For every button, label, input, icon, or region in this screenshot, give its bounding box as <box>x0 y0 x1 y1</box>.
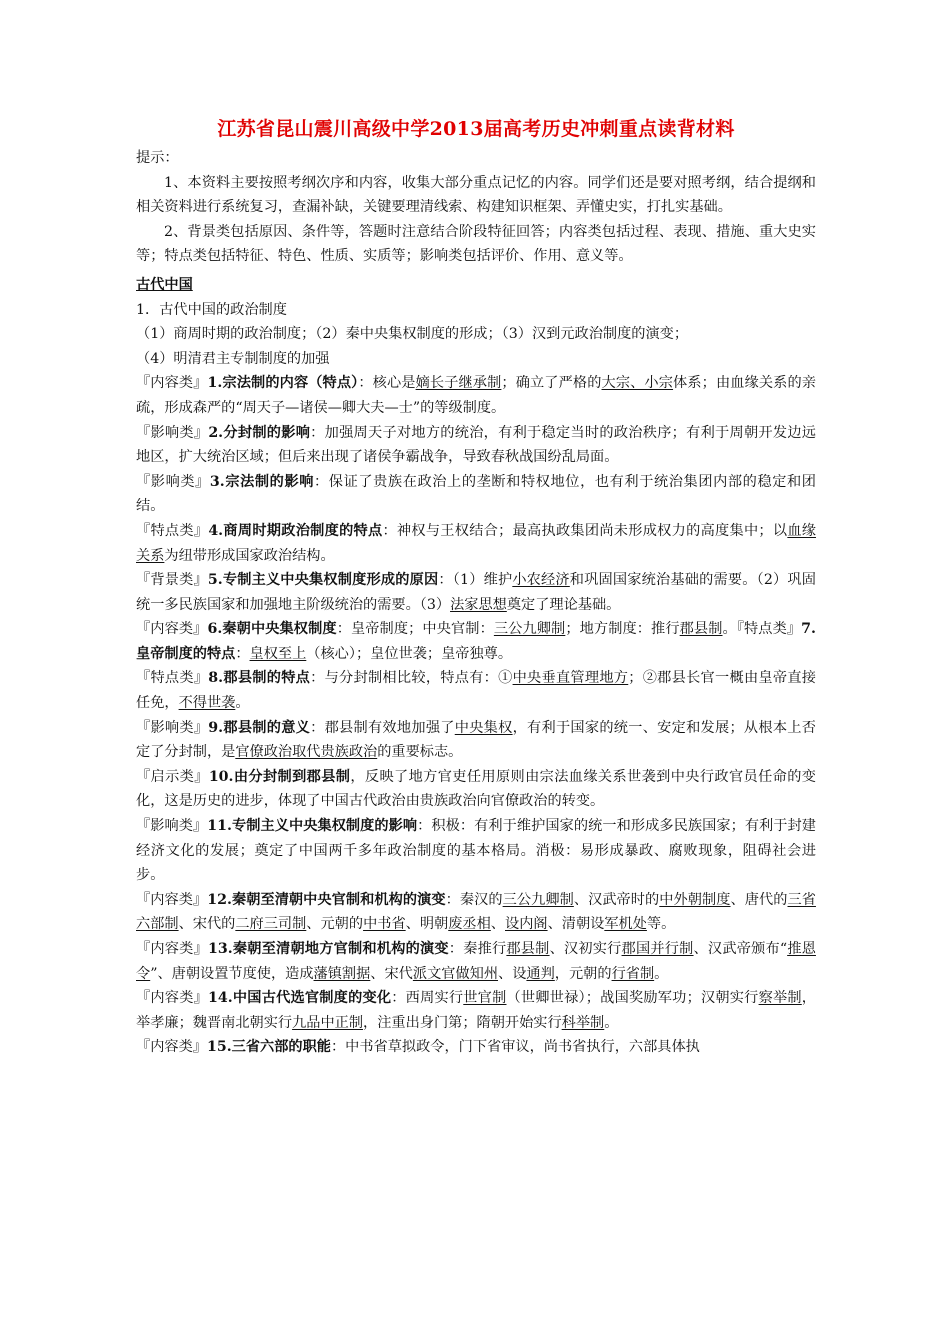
item-text: 、元朝的 <box>306 916 364 933</box>
knowledge-item <box>136 1035 816 1060</box>
item-text: 等。 <box>646 916 676 933</box>
knowledge-item <box>136 617 816 666</box>
item-text: 、宋代的 <box>178 916 236 933</box>
item-text: 、唐代的 <box>730 891 788 908</box>
item-text: 、 <box>490 916 505 933</box>
item-text: ：秦汉的 <box>445 891 503 908</box>
subtopics-line-1: （1）商周时期的政治制度；（2）秦中央集权制度的形成；（3）汉到元政治制度的演变； <box>136 326 689 343</box>
item-text: ：核心是 <box>358 375 416 392</box>
key-term: 废丞相 <box>448 916 491 933</box>
key-term: 郡县制 <box>506 941 550 957</box>
key-term: 中央集权 <box>454 719 513 736</box>
item-heading: 2.分封制的影响 <box>208 424 311 441</box>
item-text: ，注重出身门第；隋朝开始实行 <box>363 1014 562 1031</box>
key-term: 嫡长子继承制 <box>415 375 502 392</box>
item-heading: 7.皇帝制度的特点 <box>136 621 816 662</box>
item-text: 。『特点类』 <box>722 621 802 638</box>
item-text: 为纽带形成国家政治结构。 <box>164 547 335 564</box>
item-text: 『影响类』 <box>136 473 210 490</box>
item-text: ：（1）维护 <box>438 572 513 589</box>
subtopics-line-2: （4）明清君主专制制度的加强 <box>136 350 330 367</box>
item-text: 『启示类』 <box>136 768 209 785</box>
knowledge-item <box>136 716 816 765</box>
key-term: 中书省 <box>363 916 406 933</box>
item-heading: 4.商周时期政治制度的特点 <box>208 522 383 539</box>
item-heading: 13.秦朝至清朝地方官制和机构的演变 <box>207 941 449 957</box>
key-term: 皇权至上 <box>249 645 307 662</box>
knowledge-item <box>136 937 816 986</box>
item-text: 的重要标志。 <box>377 744 463 761</box>
item-heading: 15.三省六部的职能 <box>206 1039 331 1056</box>
key-term: 法家思想 <box>450 596 507 613</box>
document-page <box>136 114 816 1060</box>
key-term: 推恩令 <box>136 941 816 982</box>
item-text: ：皇帝制度；中央官制： <box>336 621 494 638</box>
key-term: 科举制 <box>561 1014 605 1031</box>
key-term: 郡国并行制 <box>621 941 694 957</box>
item-text: 『内容类』 <box>136 941 208 957</box>
item-text: 『特点类』 <box>136 670 209 687</box>
key-term: 不得世袭 <box>178 695 236 712</box>
knowledge-item <box>136 888 816 937</box>
item-heading: 10.由分封制到郡县制 <box>208 768 351 785</box>
item-text: 、汉武帝颁布“ <box>693 941 788 957</box>
key-term: 二府三司制 <box>235 916 307 933</box>
item-text: 『内容类』 <box>136 990 208 1007</box>
item-text: ：西周实行 <box>391 990 464 1007</box>
knowledge-item <box>136 371 816 420</box>
item-text: 、汉武帝时的 <box>573 891 660 908</box>
hint-1: 1、本资料主要按照考纲次序和内容，收集大部分重点记忆的内容。同学们还是要对照考纲，结合提纲和相关资料进行系统复习，查漏补缺，关键要理清线索、构建知识框架、弄懂史实，打扎实基础。 <box>136 174 816 216</box>
key-term: 大宗、小宗 <box>601 375 674 392</box>
item-text: ，有利于国家的统一、安定和发展；从根本上否定了分封制，是 <box>136 719 816 761</box>
key-term: 通判 <box>526 965 555 982</box>
item-heading: 1.宗法制的内容（特点） <box>207 375 359 392</box>
item-text: ：中书省草拟政令，门下省审议，尚书省执行，六部具体执 <box>330 1039 700 1056</box>
key-term: 血缘关系 <box>136 522 816 564</box>
item-text: ：郡县制有效地加强了 <box>310 719 455 736</box>
item-text: 『影响类』 <box>136 818 208 835</box>
key-term: 中外朝制度 <box>659 891 731 908</box>
key-term: 军机处 <box>604 916 647 933</box>
item-text: 奠定了理论基础。 <box>506 596 621 613</box>
item-text: ：积极：有利于维护国家的统一和形成多民族国家；有利于封建经济文化的发展；奠定了中国两千多年政治制度的基本格局。消极：易形成暴政、腐败现象，阻碍社会进步。 <box>136 818 816 884</box>
item-text: 。 <box>654 965 669 982</box>
item-text: 体系；由血缘关系的亲疏，形成森严的“周天子—诸侯—卿大夫—士”的等级制度。 <box>136 375 816 416</box>
key-term: 三公九卿制 <box>502 891 574 908</box>
key-term: 藩镇割据 <box>313 965 371 982</box>
item-text: ： <box>235 645 250 662</box>
section-title: 古代中国 <box>136 276 193 293</box>
item-text: 『影响类』 <box>136 424 209 441</box>
item-heading: 8.郡县制的特点 <box>208 670 311 687</box>
item-text: ：秦推行 <box>448 941 507 957</box>
item-text: ；②郡县长官一概由皇帝直接任免， <box>136 670 816 712</box>
key-term: 官僚政治取代贵族政治 <box>235 744 378 761</box>
item-text: ，举孝廉；魏晋南北朝实行 <box>136 990 816 1031</box>
hint-2: 2、背景类包括原因、条件等，答题时注意结合阶段特征回答；内容类包括过程、表现、措施、重大史实等；特点类包括特征、特色、性质、实质等；影响类包括评价、作用、意义等。 <box>136 223 816 265</box>
item-text: ；确立了严格的 <box>501 375 602 392</box>
item-heading: 6.秦朝中央集权制度 <box>207 621 337 638</box>
knowledge-item <box>136 666 816 715</box>
item-heading: 12.秦朝至清朝中央官制和机构的演变 <box>207 891 446 908</box>
item-text: 『内容类』 <box>136 375 208 392</box>
key-term: 三省六部制 <box>136 891 816 933</box>
hint-label: 提示： <box>136 150 179 166</box>
item-text: ：神权与王权结合；最高执政集团尚未形成权力的高度集中；以 <box>382 522 788 539</box>
item-text: 『影响类』 <box>136 719 209 736</box>
item-text: 『内容类』 <box>136 1039 207 1056</box>
knowledge-item <box>136 421 816 470</box>
item-text: ；地方制度：推行 <box>565 621 680 638</box>
key-term: 察举制 <box>758 990 802 1007</box>
item-text: 『内容类』 <box>136 891 208 908</box>
key-term: 三公九卿制 <box>493 621 566 638</box>
item-text: 、明朝 <box>405 916 449 933</box>
item-text: （世卿世禄）；战国奖励军功；汉朝实行 <box>506 990 759 1007</box>
knowledge-item <box>136 765 816 814</box>
item-heading: 3.宗法制的影响 <box>209 473 315 490</box>
item-text: ：保证了贵族在政治上的垄断和特权地位，也有利于统治集团内部的稳定和团结。 <box>136 473 816 515</box>
item-text: 和巩固国家统治基础的需要。（2）巩固统一多民族国家和加强地主阶级统治的需要。（3） <box>136 572 816 613</box>
knowledge-item <box>136 519 816 568</box>
item-text: 、汉初实行 <box>549 941 622 957</box>
knowledge-item <box>136 470 816 519</box>
item-text: ：加强周天子对地方的统治，有利于稳定当时的政治秩序；有利于周朝开发边远地区，扩大统治区域；但后来出现了诸侯争霸战争，导致春秋战国纷乱局面。 <box>136 424 816 466</box>
item-text: 、宋代 <box>370 965 413 982</box>
topic-heading: 1．古代中国的政治制度 <box>136 301 287 318</box>
key-term: 派文官做知州 <box>412 965 499 982</box>
key-term: 行省制 <box>611 965 655 982</box>
knowledge-item <box>136 568 816 617</box>
key-term: 世官制 <box>463 990 507 1007</box>
item-text: ，反映了地方官吏任用原则由宗法血缘关系世袭到中央行政官员任命的变化，这是历史的进步，体现了中国古代政治由贵族政治向官僚政治的转变。 <box>136 768 816 810</box>
item-text: 。 <box>235 695 250 712</box>
item-text: 、设 <box>498 965 527 982</box>
item-text: （核心）；皇位世袭；皇帝独尊。 <box>306 645 513 662</box>
item-text: ，元朝的 <box>554 965 612 982</box>
item-text: 『背景类』 <box>136 572 208 589</box>
item-heading: 11.专制主义中央集权制度的影响 <box>207 818 418 835</box>
item-text: 。 <box>604 1014 619 1031</box>
item-heading: 14.中国古代选官制度的变化 <box>208 990 392 1007</box>
item-text: ”、唐朝设置节度使，造成 <box>150 965 314 982</box>
document-title: 江苏省昆山震川高级中学2013届高考历史冲刺重点读背材料 <box>217 118 735 140</box>
knowledge-item <box>136 814 816 888</box>
knowledge-item <box>136 986 816 1035</box>
knowledge-items <box>136 371 816 1060</box>
key-term: 九品中正制 <box>292 1014 364 1031</box>
item-text: ：与分封制相比较，特点有：① <box>310 670 513 687</box>
item-heading: 5.专制主义中央集权制度形成的原因 <box>207 572 439 589</box>
item-text: 『特点类』 <box>136 522 209 539</box>
item-heading: 9.郡县制的意义 <box>208 719 311 736</box>
key-term: 小农经济 <box>512 572 570 589</box>
item-text: 『内容类』 <box>136 621 208 638</box>
item-text: 、清朝设 <box>547 916 605 933</box>
key-term: 郡县制 <box>679 621 723 638</box>
key-term: 设内阁 <box>505 916 548 933</box>
key-term: 中央垂直管理地方 <box>512 670 629 687</box>
